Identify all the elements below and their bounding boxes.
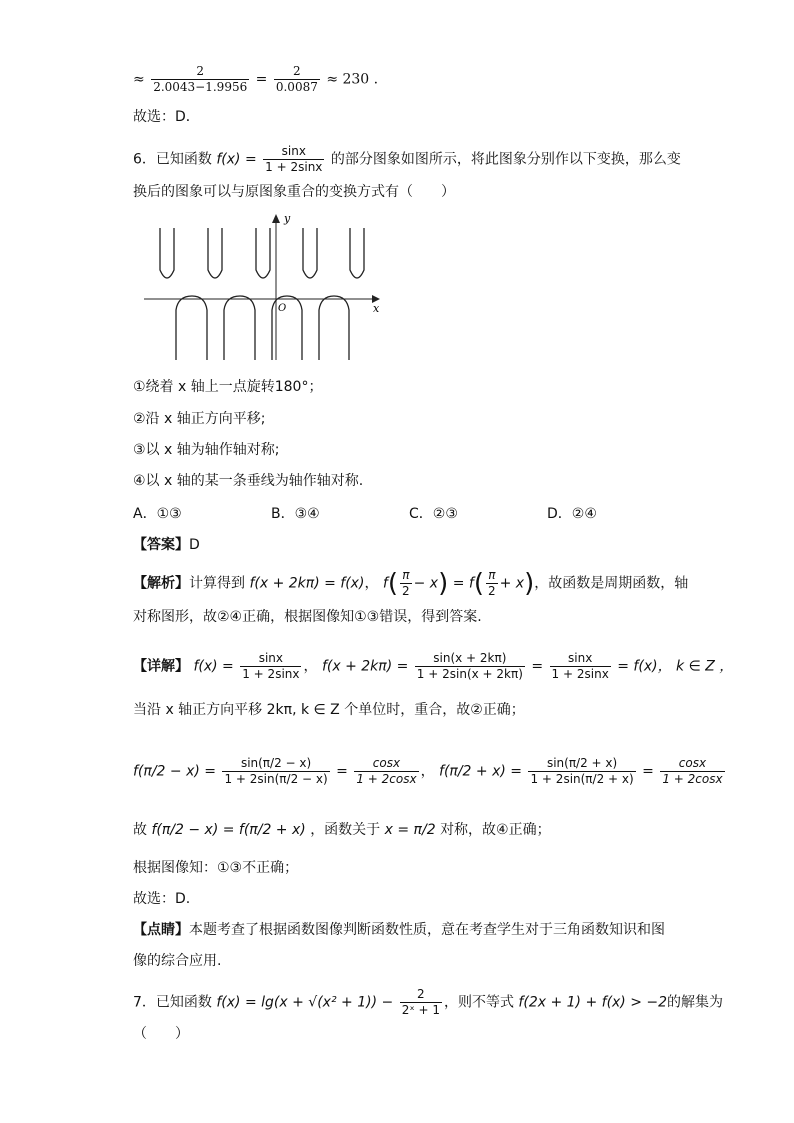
option-d[interactable]: D．②④ <box>547 506 597 522</box>
q6-item-2: ②沿 x 轴正方向平移; <box>133 411 266 427</box>
detail-line6: 故选：D. <box>133 891 191 907</box>
q6-item-1: ①绕着 x 轴上一点旋转180°； <box>133 379 323 395</box>
origin-label: O <box>278 303 287 314</box>
calc-fraction-1: $\frac{2}{2.0043-1.9956}$ <box>153 64 248 94</box>
calc-result: ≈ 230 . <box>326 71 379 88</box>
comment-line2: 像的综合应用. <box>133 953 222 969</box>
analysis-line1: 【解析】计算得到 f(x + 2kπ) = f(x)， f( $\frac{\pi}{2}$ − x) = f( $\frac{\pi}{2}$ + x)，故函数是周期函数，轴 <box>133 568 689 599</box>
y-axis-label: y <box>284 212 291 225</box>
calc-line: ≈ $\frac{2}{2.0043-1.9956}$ = $\frac{2}{0.0087}$ ≈ 230 . <box>133 64 379 94</box>
calc-fraction-2: $\frac{2}{0.0087}$ <box>275 64 318 94</box>
answer-value: D <box>189 537 200 553</box>
q6-stem-line1: 6．已知函数 f(x) = $\frac{\sin x}{1 + 2\sin x}$ 的部分图象如图所示，将此图象分别作以下变换，那么变 <box>133 144 681 174</box>
upper-branches <box>160 228 364 278</box>
prev-answer: 故选：D． <box>133 109 200 125</box>
q7-stem: 7．已知函数 f(x) = lg(x + √(x² + 1)) − $\frac{2}{\text{2ˣ + 1}}$ ，则不等式 f(2x + 1) + f(x) > −2的解集为 <box>133 987 724 1017</box>
q6-item-4: ④以 x 轴的某一条垂线为轴作轴对称. <box>133 473 364 489</box>
y-axis-arrow <box>272 214 280 223</box>
analysis-tag: 【解析】 <box>133 575 189 592</box>
upper-branch <box>350 228 364 278</box>
option-b[interactable]: B．③④ <box>271 506 320 522</box>
upper-branch <box>256 228 270 278</box>
detail-line3: f(π/2 − x) = $\frac{\sin(\pi/2 - x)}{1 + 2\sin(\pi/2 - x)}$ = $\frac{\cos x}{1 + 2\cos x}$ ， f(π/2 + x) = $\frac{\sin(\pi/2 + x)}{1 + 2\sin(\pi/2 + x)}$ = $\frac{\cos x}{1 + 2\cos x}$ <box>133 756 723 786</box>
detail-line5: 根据图像知：①③不正确； <box>133 860 299 876</box>
q7-paren: （ ） <box>133 1026 189 1042</box>
analysis-line2: 对称图形，故②④正确，根据图像知①③错误，得到答案. <box>133 609 482 625</box>
detail-line1: 【详解】 f(x) = $\frac{\sin x}{1 + 2\sin x}$ ， f(x + 2kπ) = $\frac{\sin(x + 2k\pi)}{1 + 2\sin(x + 2k\pi)}$ = $\frac{\sin x}{1 + 2\sin x}$ = f(x)， k ∈ Z ， <box>133 651 734 681</box>
detail-line2: 当沿 x 轴正方向平移 2kπ, k ∈ Z 个单位时，重合，故②正确； <box>133 702 525 718</box>
comment-line1: 【点睛】本题考查了根据函数图像判断函数性质，意在考查学生对于三角函数知识和图 <box>133 922 665 938</box>
lower-branch <box>319 296 349 360</box>
upper-branch <box>160 228 174 278</box>
upper-branch <box>208 228 222 278</box>
answer-line <box>133 535 200 555</box>
q6-item-3: ③以 x 轴为轴作轴对称; <box>133 442 280 458</box>
lower-branch <box>224 296 255 360</box>
detail-tag: 【详解】 <box>133 658 189 675</box>
comment-tag: 【点睛】 <box>133 922 189 938</box>
upper-branch <box>303 228 317 278</box>
lower-branch <box>176 296 207 360</box>
lower-branches <box>176 296 349 360</box>
function-graph <box>140 210 390 370</box>
option-c[interactable]: C．②③ <box>409 506 458 522</box>
x-axis-label: x <box>373 302 380 315</box>
approx-sign: ≈ <box>133 71 145 88</box>
q6-fraction: $\frac{\sin x}{1 + 2\sin x}$ <box>265 144 323 174</box>
option-a[interactable]: A．①③ <box>133 506 182 522</box>
q6-stem-line2: 换后的图象可以与原图象重合的变换方式有（ ） <box>133 184 455 200</box>
answer-tag: 【答案】 <box>133 537 189 553</box>
detail-line4: 故 f(π/2 − x) = f(π/2 + x) ，函数关于 x = π/2 对称，故④正确； <box>133 822 551 838</box>
